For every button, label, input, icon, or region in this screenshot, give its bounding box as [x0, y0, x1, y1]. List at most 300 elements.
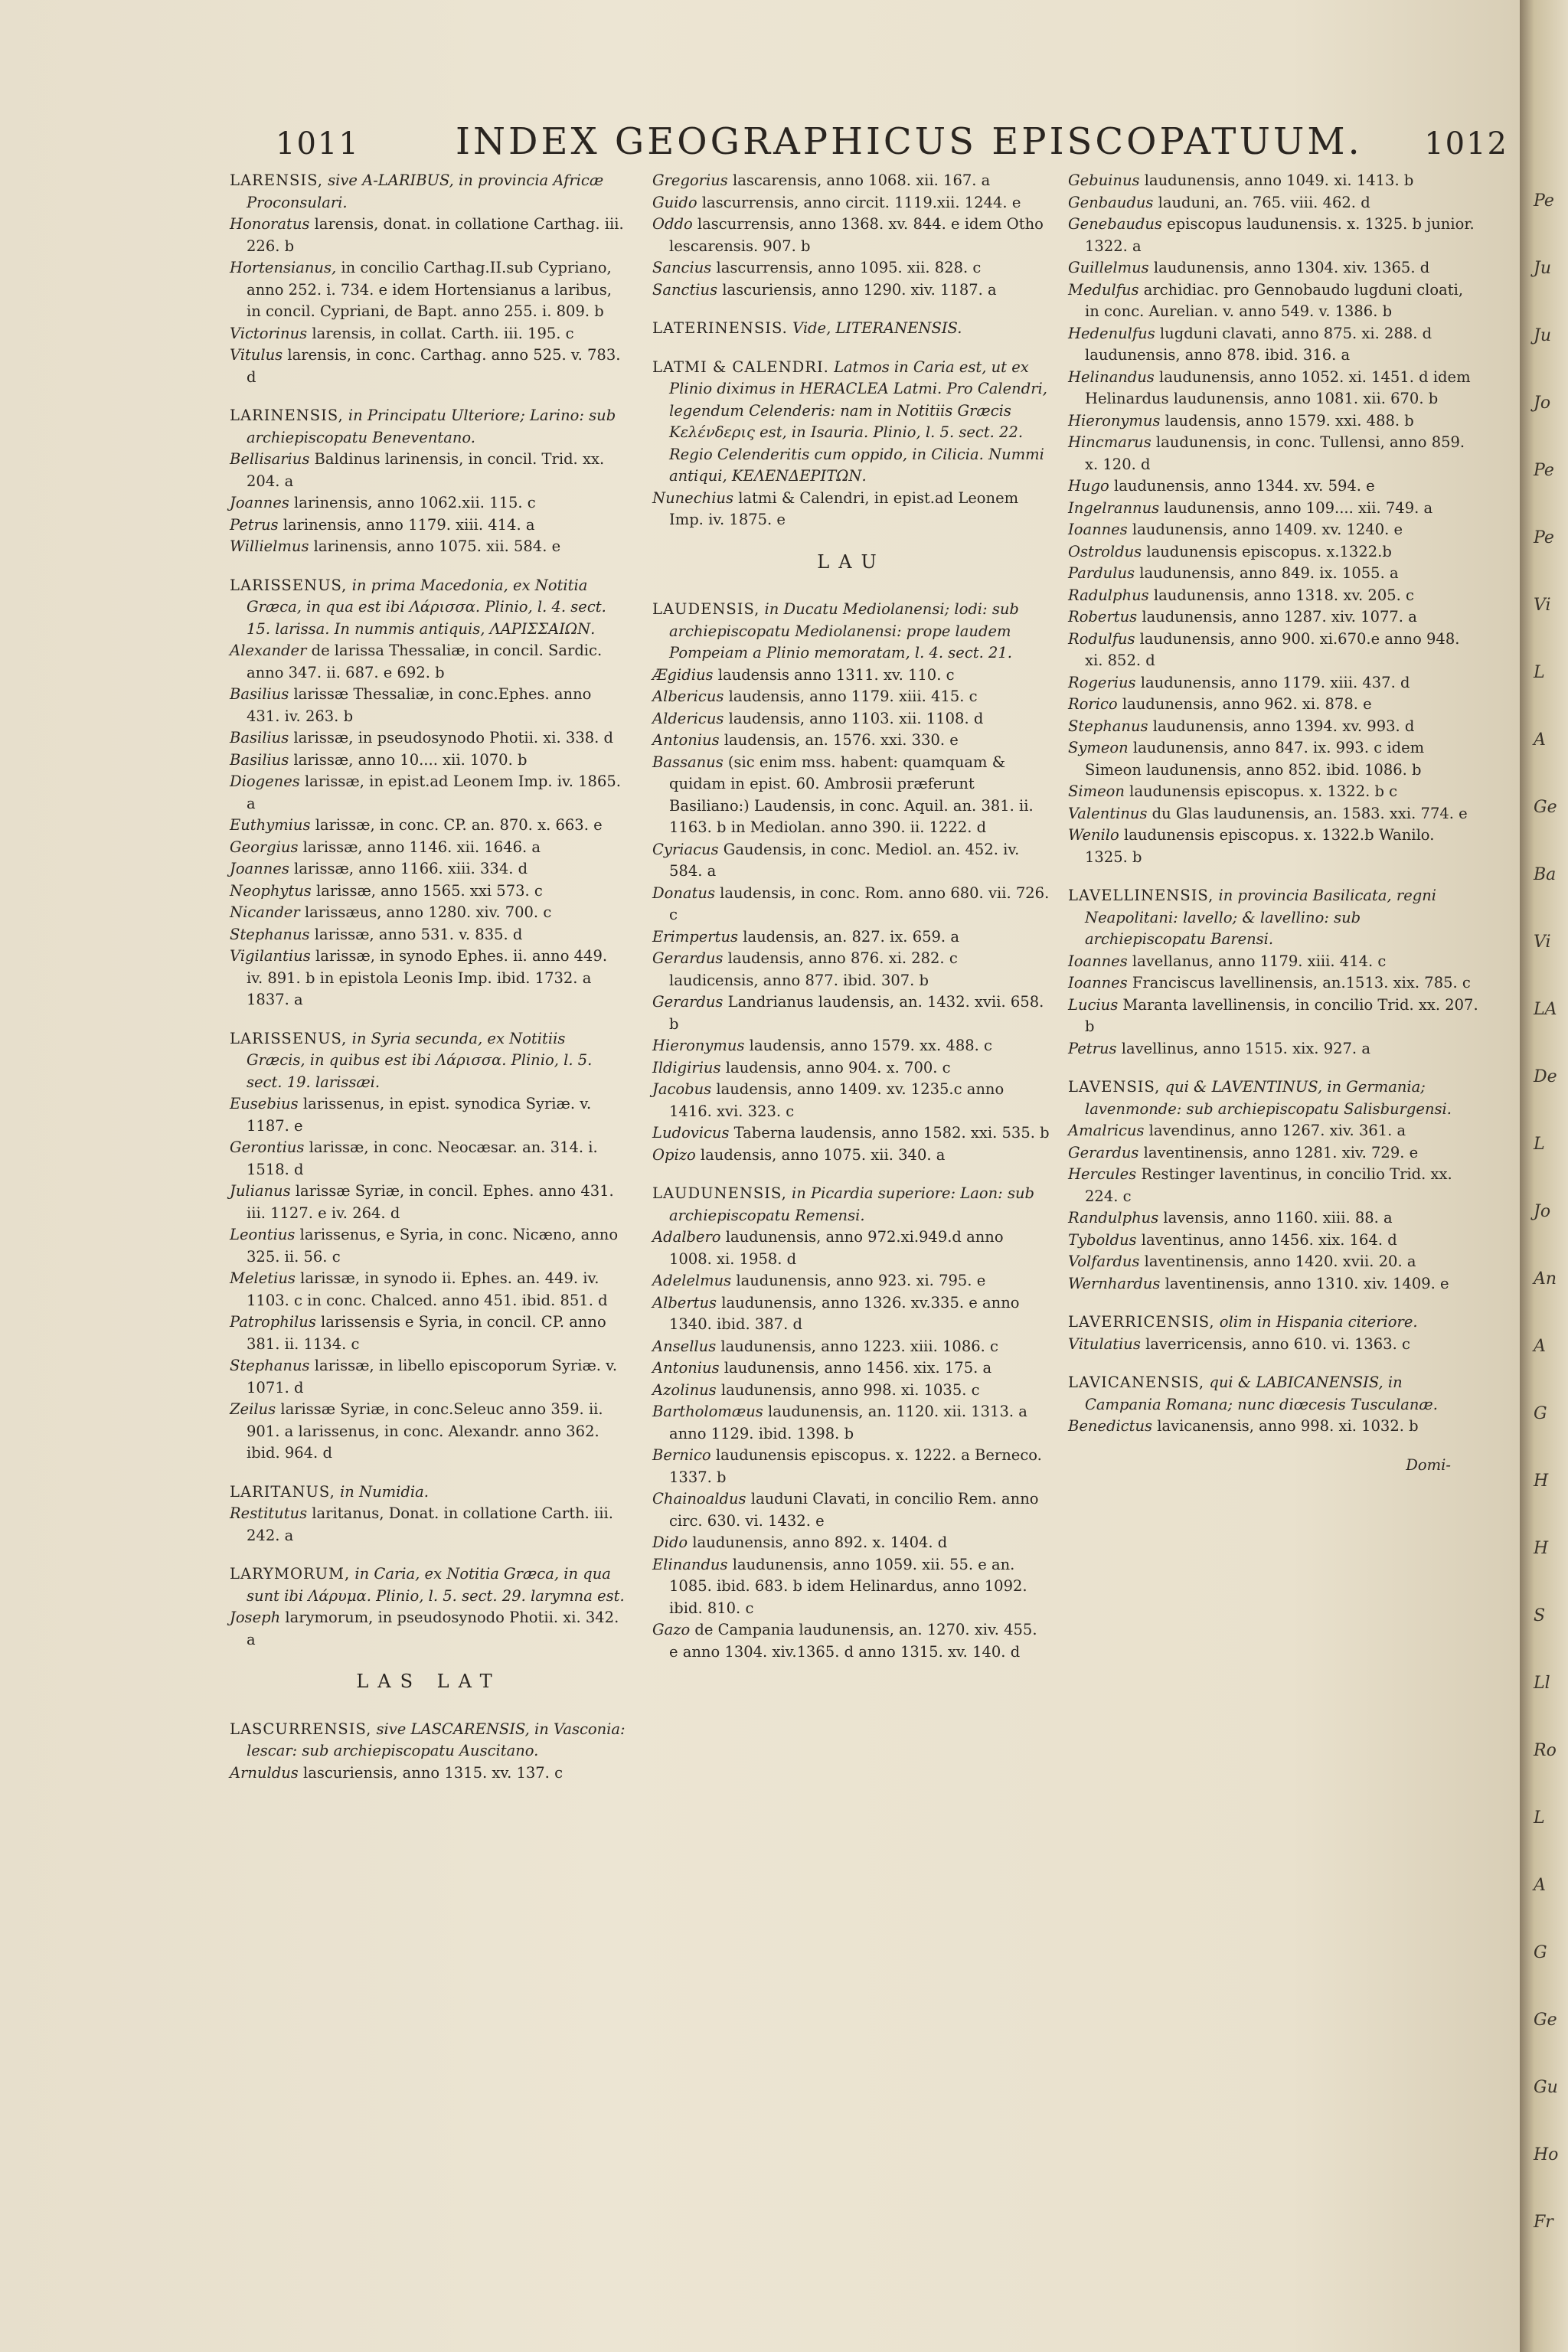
person-name: Gerardus: [652, 949, 724, 967]
person-name: Chainoaldus: [652, 1490, 746, 1508]
headword-description: in Picardia superiore: Laon: sub archiepiscopatu Remensi.: [669, 1184, 1034, 1224]
gutter-fragment: Fr: [1534, 2213, 1553, 2232]
person-name: Antonius: [652, 731, 720, 749]
person-name: Vitulus: [230, 346, 283, 364]
gutter-fragment: Pe: [1534, 461, 1554, 480]
headword: LARENSIS,: [230, 172, 323, 189]
person-name: Robertus: [1068, 608, 1138, 626]
index-entry: [230, 1563, 628, 1651]
reference-text: de Campania laudunensis, an. 1270. xiv. 455. e anno 1304. xiv.1365. d anno 1315. xv. 140. d: [669, 1621, 1037, 1661]
index-line: [1068, 825, 1481, 868]
headword: LAVELLINENSIS,: [1068, 887, 1214, 904]
index-entry: [230, 1481, 628, 1547]
index-line: [230, 1268, 628, 1312]
index-entry: [230, 170, 628, 388]
headword-description: Vide, LITERANENSIS.: [787, 319, 962, 337]
index-entry: [652, 318, 1050, 340]
reference-text: larensis, donat. in collatione Carthag. iii. 226. b: [247, 215, 624, 255]
gutter-fragment: A: [1534, 1337, 1546, 1356]
index-line: [652, 1336, 1050, 1358]
index-line: [1068, 606, 1481, 629]
person-name: Stephanus: [230, 1357, 310, 1374]
headword: LAUDUNENSIS,: [652, 1184, 787, 1202]
headword-description: in Principatu Ulteriore; Larino: sub archiepiscopatu Beneventano.: [247, 407, 616, 446]
index-line: [652, 1079, 1050, 1122]
headword: LAVENSIS,: [1068, 1078, 1161, 1096]
index-line: [652, 883, 1050, 926]
reference-text: lavensis, anno 1160. xiii. 88. a: [1158, 1209, 1393, 1227]
reference-text: Restinger laventinus, in concilio Trid. xx. 224. c: [1085, 1165, 1452, 1205]
headword: LAVICANENSIS,: [1068, 1374, 1205, 1391]
headword-description: qui & LABICANENSIS, in Campania Romana; nunc diœcesis Tusculanæ.: [1085, 1374, 1438, 1413]
entry-heading: [652, 1183, 1050, 1227]
index-entry: [1068, 170, 1481, 868]
entry-heading: [652, 599, 1050, 665]
gutter-fragment: Vi: [1534, 596, 1551, 615]
index-line: [652, 1270, 1050, 1292]
entry-heading: [652, 318, 1050, 340]
reference-text: Franciscus lavellinensis, an.1513. xix. 785. c: [1127, 974, 1471, 991]
person-name: Benedictus: [1068, 1417, 1153, 1435]
reference-text: (sic enim mss. habent: quamquam & quidam in epist. 60. Ambrosii præferunt Basiliano:) Laudensis, in conc. Aquil. an. 381. ii. 1163. b in Mediolan. anno 390. ii. 1222. d: [669, 753, 1034, 836]
index-entry: [1068, 1076, 1481, 1295]
index-line: [230, 640, 628, 684]
reference-text: lavendinus, anno 1267. xiv. 361. a: [1144, 1122, 1406, 1139]
index-line: [230, 1503, 628, 1547]
index-entry: [652, 170, 1050, 301]
reference-text: larissæ, in pseudosynodo Photii. xi. 338. d: [289, 729, 614, 746]
person-name: Basilius: [230, 750, 289, 769]
index-line: [1068, 1120, 1481, 1142]
reference-text: lavicanensis, anno 998. xi. 1032. b: [1152, 1417, 1419, 1435]
headword-description: in Numidia.: [335, 1482, 429, 1501]
reference-text: laudunensis episcopus. x. 1322. b c: [1124, 782, 1398, 800]
index-line: [652, 1122, 1050, 1145]
index-line: [230, 750, 628, 772]
index-line: [1068, 629, 1481, 672]
index-entry: [1068, 885, 1481, 1060]
person-name: Tyboldus: [1068, 1230, 1137, 1249]
headword-description: qui & LAVENTINUS, in Germania; lavenmonde: sub archiepiscopatu Salisburgensi.: [1085, 1078, 1452, 1118]
index-line: [1068, 279, 1481, 323]
index-line: [652, 1357, 1050, 1380]
person-name: Hercules: [1068, 1165, 1137, 1183]
reference-text: lascuriensis, anno 1315. xv. 137. c: [298, 1763, 564, 1782]
index-line: [230, 946, 628, 1011]
reference-text: laudunensis, anno 972.xi.949.d anno 1008. xi. 1958. d: [669, 1228, 1004, 1268]
person-name: Vitulatius: [1068, 1334, 1141, 1353]
person-name: Hedenulfus: [1068, 324, 1155, 342]
reference-text: laudunensis, anno 109.... xii. 749. a: [1159, 498, 1433, 517]
reference-text: laudunensis, anno 1052. xi. 1451. d idem Helinardus laudunensis, anno 1081. xii. 670. b: [1085, 368, 1471, 407]
person-name: Gerardus: [1068, 1143, 1139, 1161]
gutter-fragment: A: [1534, 730, 1546, 750]
index-line: [230, 1312, 628, 1355]
person-name: Symeon: [1068, 739, 1129, 756]
reference-text: larymorum, in pseudosynodo Photii. xi. 342. a: [247, 1609, 619, 1648]
person-name: Aldericus: [652, 709, 724, 727]
person-name: Ioannes: [1068, 521, 1128, 538]
person-name: Gerontius: [230, 1138, 305, 1156]
gutter-fragment: L: [1534, 663, 1545, 682]
column-1: [230, 170, 628, 1801]
index-line: [1068, 323, 1481, 367]
gutter-fragment: A: [1534, 1876, 1546, 1895]
index-line: [1068, 803, 1481, 825]
person-name: Julianus: [230, 1182, 291, 1200]
index-line: [1068, 694, 1481, 716]
person-name: Lucius: [1068, 995, 1119, 1014]
person-name: Nicander: [230, 903, 300, 921]
index-line: [1068, 1273, 1481, 1295]
index-line: [230, 924, 628, 946]
reference-text: de larissa Thessaliæ, in concil. Sardic. anno 347. ii. 687. e 692. b: [247, 642, 603, 681]
index-line: [1068, 585, 1481, 607]
headword: LAUDENSIS,: [652, 600, 760, 618]
person-name: Wernhardus: [1068, 1274, 1161, 1292]
person-name: Albericus: [652, 688, 724, 705]
index-line: [1068, 1142, 1481, 1165]
person-name: Pardulus: [1068, 564, 1135, 582]
entry-heading: [1068, 885, 1481, 951]
gutter-fragment: Ge: [1534, 798, 1557, 817]
reference-text: larissæ, in libello episcoporum Syriæ. v. 1071. d: [247, 1357, 618, 1396]
entry-heading: [1068, 1312, 1481, 1334]
reference-text: larinensis, anno 1062.xii. 115. c: [289, 494, 536, 511]
person-name: Valentinus: [1068, 804, 1148, 822]
index-line: [1068, 716, 1481, 738]
gutter-fragment: Ge: [1534, 2011, 1557, 2030]
headword-description: in Ducatu Mediolanensi; lodi: sub archiepiscopatu Mediolanensi: prope laudem Pompeiam a Plinio memoratam, l. 4. sect. 21.: [669, 600, 1019, 662]
reference-text: laudunensis, anno 849. ix. 1055. a: [1135, 564, 1399, 582]
reference-text: laudunensis episcopus. x.1322.b: [1142, 542, 1392, 560]
headword: LARYMORUM,: [230, 1565, 351, 1583]
gutter-fragment: G: [1534, 1404, 1547, 1423]
index-line: [652, 1057, 1050, 1080]
person-name: Sanctius: [652, 280, 718, 299]
index-line: [230, 1093, 628, 1137]
person-name: Randulphus: [1068, 1209, 1159, 1227]
person-name: Ingelrannus: [1068, 498, 1160, 517]
index-line: [652, 1380, 1050, 1402]
index-line: [230, 902, 628, 924]
reference-text: larinensis, anno 1075. xii. 584. e: [309, 537, 561, 555]
headword: LAVERRICENSIS,: [1068, 1313, 1215, 1331]
entry-heading: [230, 1719, 628, 1762]
person-name: Oddo: [652, 215, 693, 233]
index-line: [1068, 995, 1481, 1038]
person-name: Guido: [652, 193, 697, 211]
reference-text: laudunensis episcopus. x. 1322.b Wanilo. 1325. b: [1085, 826, 1435, 866]
index-line: [230, 1762, 628, 1785]
reference-text: larissæ, in conc. Neocæsar. an. 314. i. 1518. d: [247, 1138, 598, 1178]
reference-text: in concilio Carthag.II.sub Cypriano, anno 252. i. 734. e idem Hortensianus a laribus, in concil. Cypriani, de Bapt. anno 255. i. 809. b: [247, 259, 612, 320]
person-name: Hieronymus: [1068, 411, 1161, 430]
person-name: Bartholomæus: [652, 1403, 763, 1420]
reference-text: larissæus, anno 1280. xiv. 700. c: [299, 903, 552, 921]
headword-description: Latmos in Caria est, ut ex Plinio diximus in HERACLEA Latmi. Pro Calendri, legendum Celenderis: nam in Notitiis Græcis Κελένδερις est, in Isauria. Plinio, l. 5. sect. 22. Regio Celenderitis cum oppido, in Cilicia. Nummi antiqui, ΚΕΛΕΝΔΕΡΙΤΩΝ.: [669, 358, 1047, 485]
person-name: Vigilantius: [230, 947, 311, 965]
index-line: [652, 1445, 1050, 1488]
reference-text: laventinus, anno 1456. xix. 164. d: [1136, 1230, 1397, 1249]
person-name: Medulfus: [1068, 280, 1139, 299]
reference-text: laudensis, an. 1576. xxi. 330. e: [719, 731, 959, 749]
index-line: [1068, 192, 1481, 214]
reference-text: Maranta lavellinensis, in concilio Trid. xx. 207. b: [1085, 995, 1478, 1035]
headword-description: in Syria secunda, ex Notitiis Græcis, in quibus est ibi Λάρισσα. Plinio, l. 5. sect. 19. larissæi.: [247, 1029, 593, 1091]
person-name: Erimpertus: [652, 927, 739, 946]
index-line: [1068, 951, 1481, 973]
person-name: Genebaudus: [1068, 215, 1162, 233]
gutter-fragment: Gu: [1534, 2078, 1558, 2097]
index-line: [230, 771, 628, 815]
column-2: [652, 170, 1050, 1680]
reference-text: lascurrensis, anno 1095. xii. 828. c: [711, 259, 982, 276]
gutter-fragment: S: [1534, 1606, 1546, 1625]
reference-text: larissæ, in conc. CP. an. 870. x. 663. e: [310, 816, 603, 834]
index-line: [1068, 1416, 1481, 1438]
entry-heading: [1068, 1372, 1481, 1416]
reference-text: laudunensis, anno 1304. xiv. 1365. d: [1148, 259, 1430, 276]
reference-text: episcopus laudunensis. x. 1325. b junior. 1322. a: [1085, 215, 1475, 255]
index-line: [652, 1619, 1050, 1663]
person-name: Cyriacus: [652, 840, 719, 858]
person-name: Rodulfus: [1068, 629, 1135, 648]
left-page-number: 1011: [276, 126, 360, 162]
person-name: Ostroldus: [1068, 542, 1142, 560]
reference-text: laudensis, an. 827. ix. 659. a: [738, 927, 959, 946]
gutter-fragment: L: [1534, 1135, 1545, 1154]
catchword: Domi-: [1406, 1455, 1451, 1474]
person-name: Volfardus: [1068, 1253, 1140, 1270]
reference-text: larissæ Thessaliæ, in conc.Ephes. anno 431. iv. 263. b: [247, 685, 592, 725]
reference-text: laudensis, anno 1103. xii. 1108. d: [724, 709, 984, 727]
reference-text: laudensis, anno 904. x. 700. c: [720, 1058, 951, 1076]
person-name: Leontius: [230, 1226, 296, 1243]
index-line: [1068, 214, 1481, 257]
index-line: [652, 730, 1050, 752]
person-name: Radulphus: [1068, 586, 1149, 604]
person-name: Opizo: [652, 1145, 696, 1164]
index-line: [230, 214, 628, 257]
index-line: [652, 1554, 1050, 1620]
index-line: [230, 837, 628, 859]
index-line: [1068, 1251, 1481, 1273]
reference-text: larissæ, anno 1146. xii. 1646. a: [298, 838, 541, 856]
reference-text: larissensis e Syria, in concil. CP. anno 381. ii. 1134. c: [247, 1313, 606, 1353]
person-name: Patrophilus: [230, 1313, 316, 1331]
reference-text: larinensis, anno 1179. xiii. 414. a: [278, 515, 535, 534]
reference-text: du Glas laudunensis, an. 1583. xxi. 774. e: [1147, 804, 1468, 822]
person-name: Gregorius: [652, 172, 728, 189]
column-3: [1068, 170, 1481, 1476]
person-name: Ægidius: [652, 665, 714, 684]
gutter-fragment: An: [1534, 1269, 1557, 1289]
reference-text: laudensis, in conc. Rom. anno 680. vii. 726. c: [669, 884, 1050, 923]
section-heading: LAU: [817, 550, 886, 573]
index-line: [230, 492, 628, 514]
index-line: [1068, 410, 1481, 433]
headword-description: olim in Hispania citeriore.: [1214, 1313, 1418, 1331]
reference-text: larensis, in conc. Carthag. anno 525. v. 783. d: [247, 346, 621, 386]
index-line: [230, 684, 628, 727]
entry-heading: [652, 357, 1050, 488]
reference-text: larissæ, in epist.ad Leonem Imp. iv. 1865. a: [247, 773, 621, 812]
index-entry: [1068, 1312, 1481, 1355]
index-entry: [230, 405, 628, 558]
right-page-number: 1012: [1424, 126, 1508, 162]
reference-text: laudunensis, in conc. Tullensi, anno 859. x. 120. d: [1085, 433, 1465, 473]
index-line: [1068, 498, 1481, 520]
index-line: [230, 257, 628, 323]
index-line: [652, 948, 1050, 991]
reference-text: larissenus, e Syria, in conc. Nicæno, anno 325. ii. 56. c: [247, 1226, 619, 1266]
index-line: [652, 1145, 1050, 1167]
reference-text: Landrianus laudensis, an. 1432. xvii. 658. b: [669, 993, 1044, 1033]
index-line: [652, 1532, 1050, 1554]
reference-text: latmi & Calendri, in epist.ad Leonem Imp. iv. 1875. e: [669, 488, 1019, 528]
index-line: [1068, 170, 1481, 192]
person-name: Basilius: [230, 729, 289, 746]
person-name: Jacobus: [652, 1080, 712, 1098]
person-name: Zeilus: [230, 1400, 276, 1418]
index-line: [652, 1227, 1050, 1270]
person-name: Wenilo: [1068, 826, 1119, 844]
index-line: [1068, 1334, 1481, 1356]
index-line: [1068, 1164, 1481, 1207]
person-name: Rogerius: [1068, 673, 1136, 691]
index-line: [230, 1355, 628, 1399]
reference-text: laudunensis, anno 900. xi.670.e anno 948. xi. 852. d: [1085, 629, 1460, 669]
gutter-fragment: Ll: [1534, 1674, 1550, 1693]
reference-text: laudunensis, anno 1059. xii. 55. e an. 1085. ibid. 683. b idem Helinardus, anno 1092. ibid. 810. c: [669, 1555, 1027, 1617]
index-line: [230, 1607, 628, 1651]
person-name: Petrus: [1068, 1039, 1117, 1057]
reference-text: laudunensis, anno 1049. xi. 1413. b: [1139, 172, 1414, 189]
person-name: Ioannes: [1068, 974, 1128, 991]
gutter-fragment: H: [1534, 1539, 1549, 1558]
reference-text: Gaudensis, in conc. Mediol. an. 452. iv. 584. a: [669, 840, 1020, 880]
index-line: [652, 1292, 1050, 1336]
person-name: Dido: [652, 1534, 688, 1551]
index-line: [230, 815, 628, 837]
person-name: Bernico: [652, 1446, 711, 1464]
person-name: Genbaudus: [1068, 193, 1154, 211]
reference-text: laverricensis, anno 610. vi. 1363. c: [1140, 1334, 1410, 1353]
index-line: [230, 858, 628, 880]
index-line: [1068, 257, 1481, 279]
index-line: [652, 991, 1050, 1035]
entry-heading: [1068, 1076, 1481, 1120]
reference-text: larissenus, in epist. synodica Syriæ. v. 1187. e: [247, 1095, 592, 1135]
person-name: Hieronymus: [652, 1037, 745, 1054]
reference-text: laudunensis, anno 923. xi. 795. e: [731, 1272, 986, 1289]
reference-text: laudensis anno 1311. xv. 110. c: [713, 665, 955, 684]
index-line: [652, 279, 1050, 302]
reference-text: laventinensis, anno 1310. xiv. 1409. e: [1160, 1274, 1449, 1292]
person-name: Victorinus: [230, 324, 308, 342]
index-line: [230, 345, 628, 388]
reference-text: laudunensis, anno 1409. xv. 1240. e: [1127, 521, 1403, 538]
index-line: [652, 1488, 1050, 1532]
headword: LARITANUS,: [230, 1482, 335, 1501]
headword: LARISSENUS,: [230, 1029, 348, 1047]
gutter-fragment: Ho: [1534, 2145, 1559, 2164]
reference-text: Taberna laudensis, anno 1582. xxi. 535. b: [729, 1124, 1050, 1142]
index-line: [230, 514, 628, 537]
index-line: [652, 192, 1050, 214]
index-line: [1068, 972, 1481, 995]
gutter-fragment: Vi: [1534, 933, 1551, 952]
reference-text: laudunensis, anno 892. x. 1404. d: [688, 1534, 948, 1551]
reference-text: laudunensis, anno 1344. xv. 594. e: [1109, 477, 1375, 495]
reference-text: larissæ Syriæ, in conc.Seleuc anno 359. ii. 901. a larissenus, in conc. Alexandr. anno 362. ibid. 964. d: [247, 1400, 603, 1462]
index-line: [1068, 541, 1481, 564]
index-line: [230, 1181, 628, 1224]
person-name: Amalricus: [1068, 1122, 1145, 1139]
person-name: Nunechius: [652, 488, 734, 507]
person-name: Joseph: [230, 1609, 281, 1626]
person-name: Hortensianus,: [230, 259, 337, 276]
index-line: [1068, 781, 1481, 803]
reference-text: lascarensis, anno 1068. xii. 167. a: [727, 172, 991, 189]
reference-text: laudunensis, anno 998. xi. 1035. c: [716, 1380, 980, 1399]
person-name: Adelelmus: [652, 1272, 732, 1289]
reference-text: lascurrensis, anno 1368. xv. 844. e idem Otho lescarensis. 907. b: [669, 215, 1044, 255]
person-name: Sancius: [652, 259, 712, 276]
person-name: Gerardus: [652, 993, 724, 1011]
index-line: [230, 1224, 628, 1268]
headword-description: sive LASCARENSIS, in Vasconia: lescar: sub archiepiscopatu Auscitano.: [247, 1720, 626, 1759]
person-name: Ludovicus: [652, 1124, 730, 1142]
entry-heading: [230, 170, 628, 214]
reference-text: lascurrensis, anno circit. 1119.xii. 1244. e: [697, 193, 1021, 211]
person-name: Honoratus: [230, 215, 310, 233]
index-entry: [230, 1719, 628, 1785]
reference-text: laudunensis, anno 1287. xiv. 1077. a: [1137, 608, 1417, 626]
reference-text: laritanus, Donat. in collatione Carth. iii. 242. a: [247, 1504, 613, 1544]
index-line: [1068, 432, 1481, 475]
reference-text: Baldinus larinensis, in concil. Trid. xx. 204. a: [247, 450, 605, 490]
headword: LARINENSIS,: [230, 407, 344, 424]
person-name: Meletius: [230, 1269, 296, 1287]
reference-text: lugduni clavati, anno 875. xi. 288. d laudunensis, anno 878. ibid. 316. a: [1085, 324, 1432, 364]
page-title: INDEX GEOGRAPHICUS EPISCOPATUUM.: [456, 120, 1363, 163]
headword-description: in Caria, ex Notitia Græca, in qua sunt ibi Λάρυμα. Plinio, l. 5. sect. 29. larymna est.: [247, 1565, 625, 1605]
index-line: [230, 536, 628, 558]
index-line: [230, 880, 628, 903]
index-entry: [230, 575, 628, 1011]
reference-text: lauduni, an. 765. viii. 462. d: [1153, 193, 1370, 211]
index-line: [230, 449, 628, 492]
entry-heading: [230, 1028, 628, 1094]
reference-text: laudunensis, anno 1456. xix. 175. a: [719, 1359, 992, 1377]
gutter-fragment: H: [1534, 1472, 1549, 1491]
headword: LARISSENUS,: [230, 576, 348, 594]
reference-text: laudensis, anno 876. xi. 282. c laudicensis, anno 877. ibid. 307. b: [669, 949, 958, 989]
reference-text: laudunensis episcopus. x. 1222. a Berneco. 1337. b: [669, 1446, 1042, 1486]
reference-text: lauduni Clavati, in concilio Rem. anno circ. 630. vi. 1432. e: [669, 1490, 1039, 1530]
reference-text: larissæ, in synodo Ephes. ii. anno 449. iv. 891. b in epistola Leonis Imp. ibid. 1732. a 1837. a: [247, 947, 608, 1008]
index-line: [1068, 519, 1481, 541]
headword-description: in prima Macedonia, ex Notitia Græca, in qua est ibi Λάρισσα. Plinio, l. 4. sect. 15. larissa. In nummis antiquis, ΛΑΡΙΣΣΑΙΩΝ.: [247, 576, 606, 638]
index-entry: [652, 357, 1050, 531]
reference-text: larissæ, anno 531. v. 835. d: [309, 925, 523, 943]
person-name: Gazo: [652, 1621, 691, 1638]
person-name: Arnuldus: [230, 1763, 299, 1782]
person-name: Restitutus: [230, 1504, 308, 1522]
gutter-fragment: Pe: [1534, 528, 1554, 547]
